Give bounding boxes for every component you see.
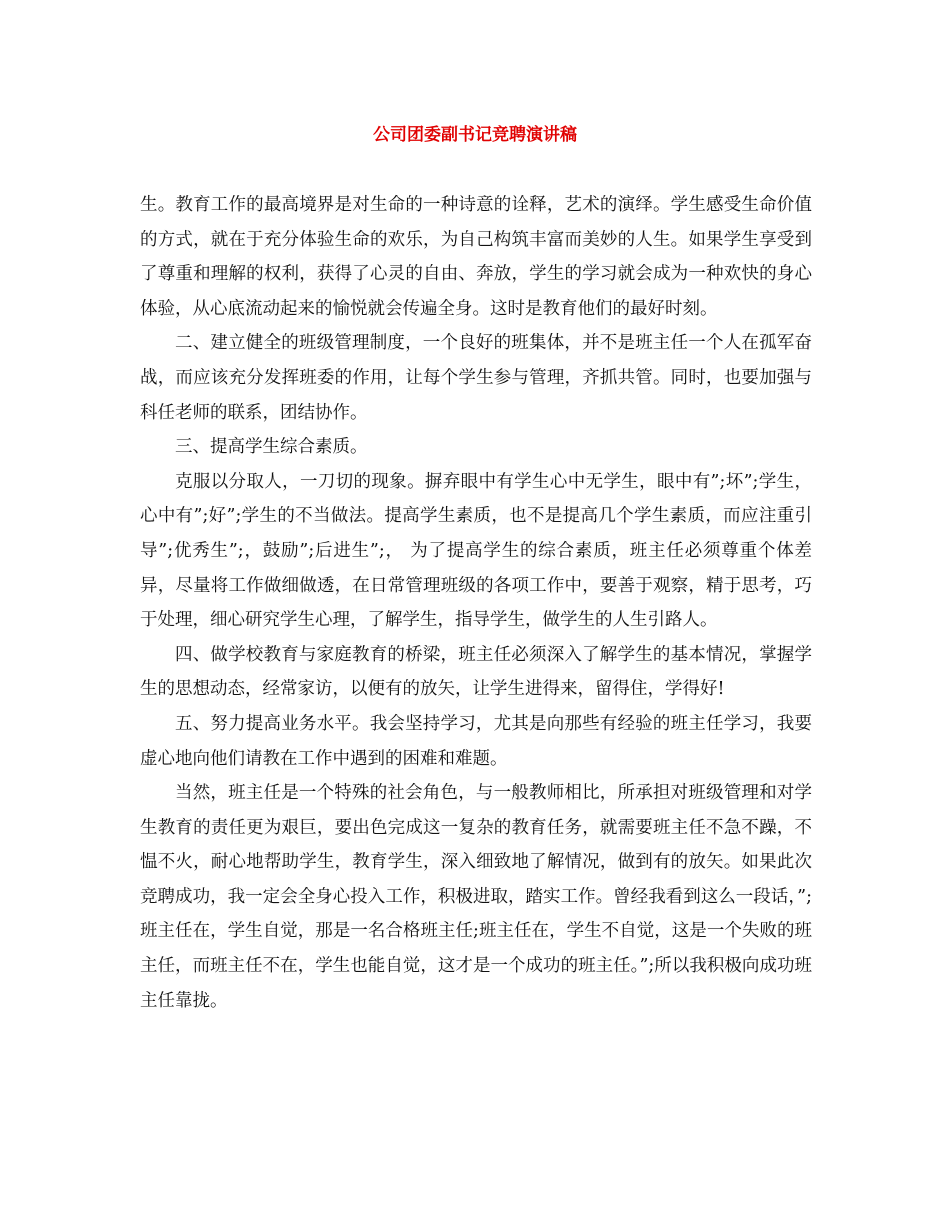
paragraph-home-school-bridge: 四、做学校教育与家庭教育的桥梁，班主任必须深入了解学生的基本情况，掌握学生的思想动态，经常家访，以便有的放矢，让学生进得来，留得住，学得好! (140, 644, 812, 700)
paragraph-continuation: 生。教育工作的最高境界是对生命的一种诗意的诠释，艺术的演绎。学生感受生命价值的方式，就在于充分体验生命的欢乐，为自己构筑丰富而美妙的人生。如果学生享受到了尊重和理解的权利，获得了心灵的自由、奔放，学生的学习就会成为一种欢快的身心体验，从心底流动起来的愉悦就会传遍全身。这时是教育他们的最好时刻。 (140, 195, 812, 319)
paragraph-class-management: 二、建立健全的班级管理制度，一个良好的班集体，并不是班主任一个人在孤军奋战，而应该充分发挥班委的作用，让每个学生参与管理，齐抓共管。同时，也要加强与科任老师的联系，团结协作。 (140, 333, 812, 423)
paragraph-professional-level: 五、努力提高业务水平。我会坚持学习，尤其是向那些有经验的班主任学习，我要虚心地向他们请教在工作中遇到的困难和难题。 (140, 713, 812, 769)
document-body (140, 188, 812, 1018)
paragraph-student-quality: 克服以分取人，一刀切的现象。摒弃眼中有学生心中无学生，眼中有”;坏”;学生，心中有”;好”;学生的不当做法。提高学生素质，也不是提高几个学生素质，而应注重引导”;优秀生”;，鼓励”;后进生”;， 为了提高学生的综合素质，班主任必须尊重个体差异，尽量将工作做细做透，在日常管理班级的各项工作中，要善于观察，精于思考，巧于处理，细心研究学生心理，了解学生，指导学生，做学生的人生引路人。 (140, 471, 812, 631)
document-title: 公司团委副书记竞聘演讲稿 (373, 125, 577, 145)
paragraph-conclusion: 当然，班主任是一个特殊的社会角色，与一般教师相比，所承担对班级管理和对学生教育的责任更为艰巨，要出色完成这一复杂的教育任务，就需要班主任不急不躁，不愠不火，耐心地帮助学生，教育学生，深入细致地了解情况，做到有的放矢。如果此次竞聘成功，我一定会全身心投入工作，积极进取，踏实工作。曾经我看到这么一段话，”;班主任在，学生自觉，那是一名合格班主任;班主任在，学生不自觉，这是一个失败的班主任，而班主任不在，学生也能自觉，这才是一个成功的班主任。”;所以我积极向成功班主任靠拢。 (140, 783, 812, 1011)
paragraph-student-quality-heading: 三、提高学生综合素质。 (175, 437, 368, 458)
